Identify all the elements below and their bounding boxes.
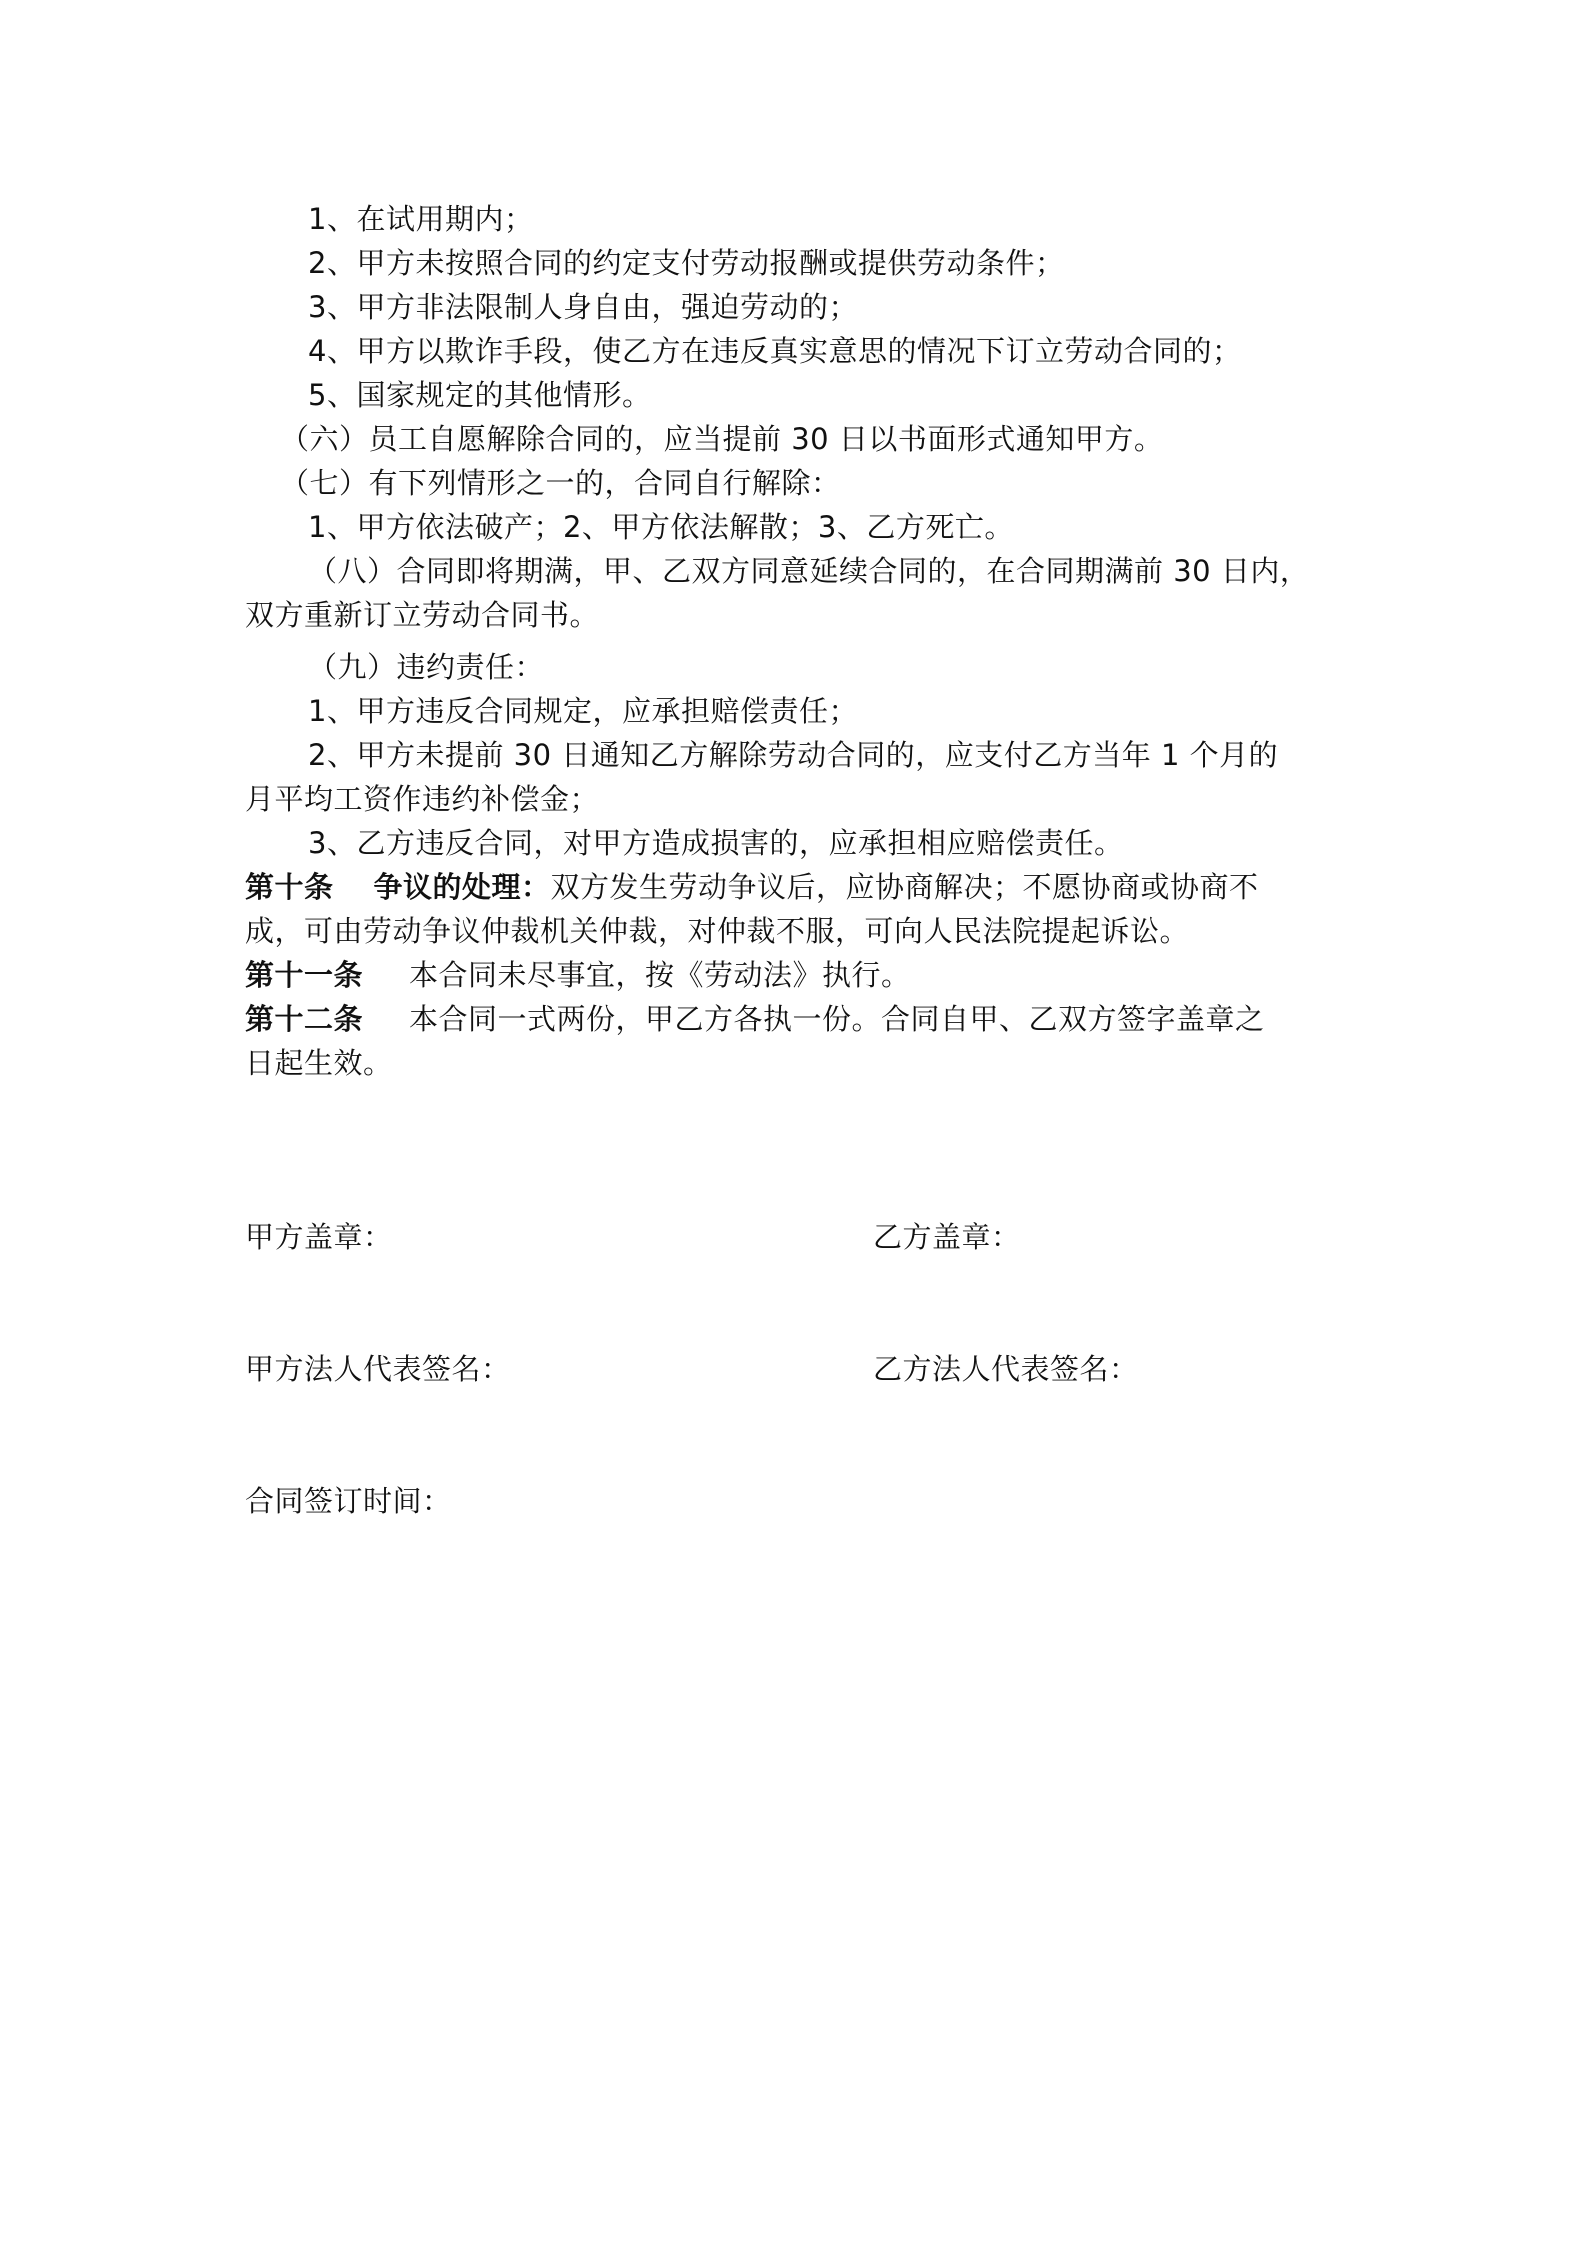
- article-11-text: 本合同未尽事宜，按《劳动法》执行。: [409, 958, 911, 992]
- article-10-heading: 争议的处理：: [373, 870, 551, 904]
- clause-section-9: （九）违约责任：: [308, 650, 545, 684]
- article-11-label: 第十一条: [245, 958, 364, 992]
- article-12-line-1: [245, 997, 1265, 1041]
- clause-item-1: 1、在试用期内；: [308, 202, 534, 236]
- article-12-text-line-1: 本合同一式两份，甲乙方各执一份。合同自甲、乙双方签字盖章之: [409, 1002, 1265, 1036]
- clause-section-8-line-2: 双方重新订立劳动合同书。: [245, 598, 600, 632]
- sign-date-label: 合同签订时间：: [245, 1484, 452, 1518]
- clause-item-4: 4、甲方以欺诈手段，使乙方在违反真实意思的情况下订立劳动合同的；: [308, 334, 1242, 368]
- clause-section-8-line-1: （八）合同即将期满，甲、乙双方同意延续合同的，在合同期满前 30 日内，: [308, 554, 1310, 588]
- clause-section-7: （七）有下列情形之一的，合同自行解除：: [280, 466, 841, 500]
- article-11: [245, 953, 911, 997]
- article-12-text-line-2: 日起生效。: [245, 1046, 393, 1080]
- clause-section-7-items: 1、甲方依法破产；2、甲方依法解散；3、乙方死亡。: [308, 510, 1014, 544]
- clause-item-2: 2、甲方未按照合同的约定支付劳动报酬或提供劳动条件；: [308, 246, 1065, 280]
- party-a-seal-label: 甲方盖章：: [245, 1220, 393, 1254]
- clause-section-6: （六）员工自愿解除合同的，应当提前 30 日以书面形式通知甲方。: [280, 422, 1164, 456]
- article-10-text-line-2: 成，可由劳动争议仲裁机关仲裁，对仲裁不服，可向人民法院提起诉讼。: [245, 914, 1190, 948]
- party-a-rep-label: 甲方法人代表签名：: [245, 1352, 511, 1386]
- article-10-label: 第十条: [245, 870, 334, 904]
- clause-item-5: 5、国家规定的其他情形。: [308, 378, 652, 412]
- clause-section-9-item-2-line-2: 月平均工资作违约补偿金；: [245, 782, 600, 816]
- clause-section-9-item-1: 1、甲方违反合同规定，应承担赔偿责任；: [308, 694, 858, 728]
- clause-item-3: 3、甲方非法限制人身自由，强迫劳动的；: [308, 290, 858, 324]
- party-b-rep-label: 乙方法人代表签名：: [873, 1352, 1139, 1386]
- article-12-label: 第十二条: [245, 1002, 364, 1036]
- clause-section-9-item-2-line-1: 2、甲方未提前 30 日通知乙方解除劳动合同的，应支付乙方当年 1 个月的: [308, 738, 1279, 772]
- party-b-seal-label: 乙方盖章：: [873, 1220, 1021, 1254]
- article-10-text-line-1: 双方发生劳动争议后，应协商解决；不愿协商或协商不: [550, 870, 1259, 904]
- article-10-line-1: [245, 865, 1259, 909]
- clause-section-9-item-3: 3、乙方违反合同，对甲方造成损害的，应承担相应赔偿责任。: [308, 826, 1124, 860]
